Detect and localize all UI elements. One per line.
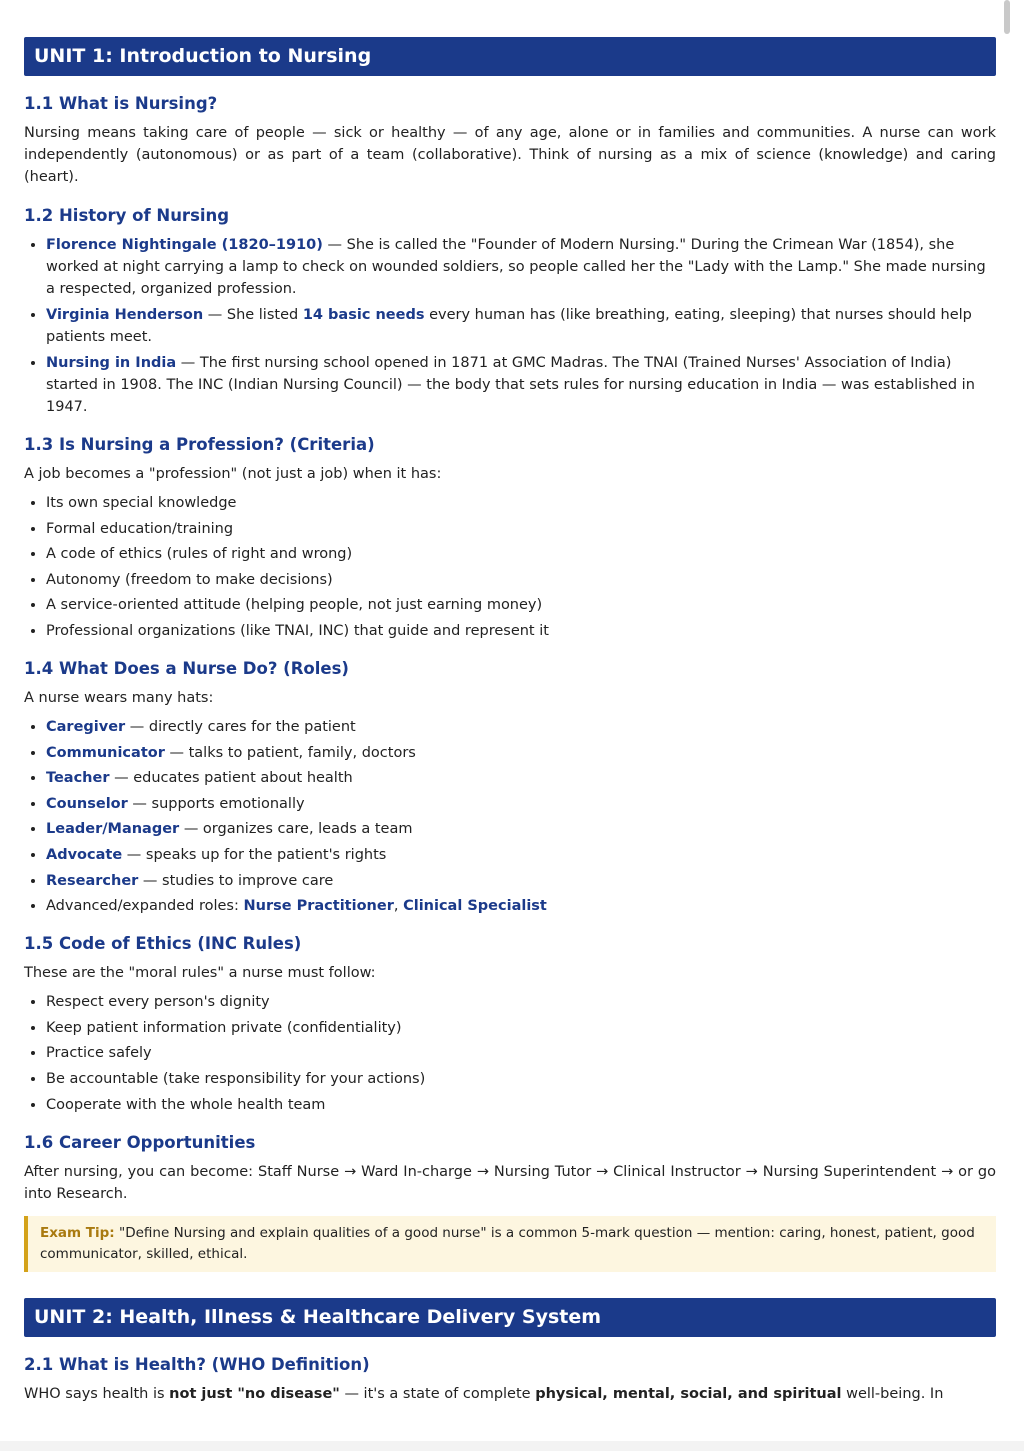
list-item: • Keep patient information private (confidentiality) — [46, 1017, 996, 1039]
emphasis-well-being-dimensions: physical, mental, social, and spiritual — [535, 1385, 842, 1402]
term-advocate: Advocate — [46, 846, 123, 863]
list-item-text: — organizes care, leads a team — [179, 821, 413, 838]
list-item-text: — educates patient about health — [109, 770, 353, 787]
scrollbar-thumb[interactable] — [1004, 0, 1010, 34]
section-2-1-heading: 2.1 What is Health? (WHO Definition) — [24, 1354, 370, 1374]
paragraph-text: — it's a state of complete — [339, 1385, 536, 1402]
list-item-text: — She is called the "Founder of Modern Nursing." During the Crimean War (1854), she worked at night carrying a lamp to check on wounded soldiers, so people called her the "Lady with the Lamp." She made nursing a respected, organized profession. — [46, 237, 986, 297]
term-teacher: Teacher — [46, 770, 110, 787]
list-item — [46, 742, 996, 764]
list-item: • A service-oriented attitude (helping people, not just earning money) — [46, 594, 996, 616]
list-item-text: — speaks up for the patient's rights — [122, 846, 387, 863]
section-1-2-heading: 1.2 History of Nursing — [24, 206, 230, 225]
list-item-text: Advanced/expanded roles: — [46, 898, 244, 915]
exam-tip-callout — [24, 1216, 996, 1272]
list-item-text: — supports emotionally — [127, 795, 305, 812]
section-1-5-intro: These are the "moral rules" a nurse must follow: — [24, 965, 376, 982]
list-item: • Respect every person's dignity — [46, 991, 996, 1013]
section-1-1-heading: 1.1 What is Nursing? — [24, 94, 218, 113]
term-nursing-in-india: Nursing in India — [46, 355, 177, 371]
paragraph-text: well-being. In — [841, 1385, 944, 1402]
unit-2-header: UNIT 2: Health, Illness & Healthcare Delivery System — [24, 1298, 996, 1337]
list-item-text: — talks to patient, family, doctors — [164, 744, 416, 761]
list-item — [46, 234, 996, 300]
separator: , — [393, 898, 404, 915]
list-item — [46, 352, 996, 418]
list-item — [46, 895, 996, 917]
term-researcher: Researcher — [46, 872, 139, 889]
list-item: • A code of ethics (rules of right and wrong) — [46, 543, 996, 565]
list-item — [46, 844, 996, 866]
profession-criteria-list — [24, 492, 996, 642]
list-item-text: — studies to improve care — [138, 872, 334, 889]
list-item — [46, 818, 996, 840]
list-item — [46, 767, 996, 789]
list-item: • Its own special knowledge — [46, 492, 996, 514]
list-item-text: — She listed — [203, 307, 303, 323]
paragraph-text: WHO says health is — [24, 1385, 170, 1402]
term-caregiver: Caregiver — [46, 718, 126, 735]
code-of-ethics-list — [24, 991, 996, 1115]
term-florence-nightingale: Florence Nightingale (1820–1910) — [46, 237, 323, 253]
list-item: • Formal education/training — [46, 518, 996, 540]
term-nurse-practitioner: Nurse Practitioner — [243, 898, 394, 915]
term-counselor: Counselor — [46, 795, 128, 812]
unit-1-header: UNIT 1: Introduction to Nursing — [24, 37, 996, 76]
list-item — [46, 716, 996, 738]
section-1-6-paragraph: After nursing, you can become: Staff Nurse → Ward In-charge → Nursing Tutor → Clinical Instructor → Nursing Superintendent → or go into Research. — [24, 1163, 996, 1202]
list-item-text: every human has (like breathing, eating, sleeping) that nurses should help patients meet. — [46, 307, 972, 345]
list-item: • Cooperate with the whole health team — [46, 1094, 996, 1116]
emphasis-not-just-no-disease: not just "no disease" — [169, 1385, 340, 1402]
document-content — [24, 37, 996, 1405]
section-1-3-intro: A job becomes a "profession" (not just a job) when it has: — [24, 466, 442, 482]
section-1-3-heading: 1.3 Is Nursing a Profession? (Criteria) — [24, 435, 375, 454]
term-virginia-henderson: Virginia Henderson — [46, 307, 204, 323]
list-item — [46, 793, 996, 815]
nurse-roles-list — [24, 716, 996, 917]
exam-tip-label: Exam Tip: — [40, 1224, 115, 1241]
section-1-1-paragraph: Nursing means taking care of people — sick or healthy — of any age, alone or in families and communities. A nurse can work independently (autonomous) or as part of a team (collaborative). Think of nursing as a mix of science (knowledge) and caring (heart). — [24, 125, 996, 185]
page-bottom-edge — [0, 1441, 1024, 1451]
section-1-4-heading: 1.4 What Does a Nurse Do? (Roles) — [24, 658, 349, 678]
list-item — [46, 870, 996, 892]
term-communicator: Communicator — [46, 744, 165, 761]
list-item: • Professional organizations (like TNAI, INC) that guide and represent it — [46, 620, 996, 642]
list-item: • Practice safely — [46, 1042, 996, 1064]
list-item-text: — directly cares for the patient — [125, 718, 356, 735]
list-item: • Be accountable (take responsibility for your actions) — [46, 1068, 996, 1090]
history-list — [24, 234, 996, 418]
list-item-text: — The first nursing school opened in 1871 at GMC Madras. The TNAI (Trained Nurses' Association of India) started in 1908. The INC (Indian Nursing Council) — the body that sets rules for nursing education in India — was established in 1947. — [46, 355, 975, 415]
term-clinical-specialist: Clinical Specialist — [403, 898, 547, 915]
section-2-1-paragraph — [24, 1383, 996, 1405]
section-1-4-intro: A nurse wears many hats: — [24, 689, 214, 706]
term-leader-manager: Leader/Manager — [46, 821, 180, 838]
exam-tip-text: "Define Nursing and explain qualities of a good nurse" is a common 5-mark question — mention: caring, honest, patient, good communicator, skilled, ethical. — [40, 1224, 975, 1262]
list-item: • Autonomy (freedom to make decisions) — [46, 569, 996, 591]
term-14-basic-needs: 14 basic needs — [302, 307, 425, 323]
list-item — [46, 304, 996, 348]
section-1-5-heading: 1.5 Code of Ethics (INC Rules) — [24, 934, 302, 954]
section-1-6-heading: 1.6 Career Opportunities — [24, 1132, 256, 1152]
